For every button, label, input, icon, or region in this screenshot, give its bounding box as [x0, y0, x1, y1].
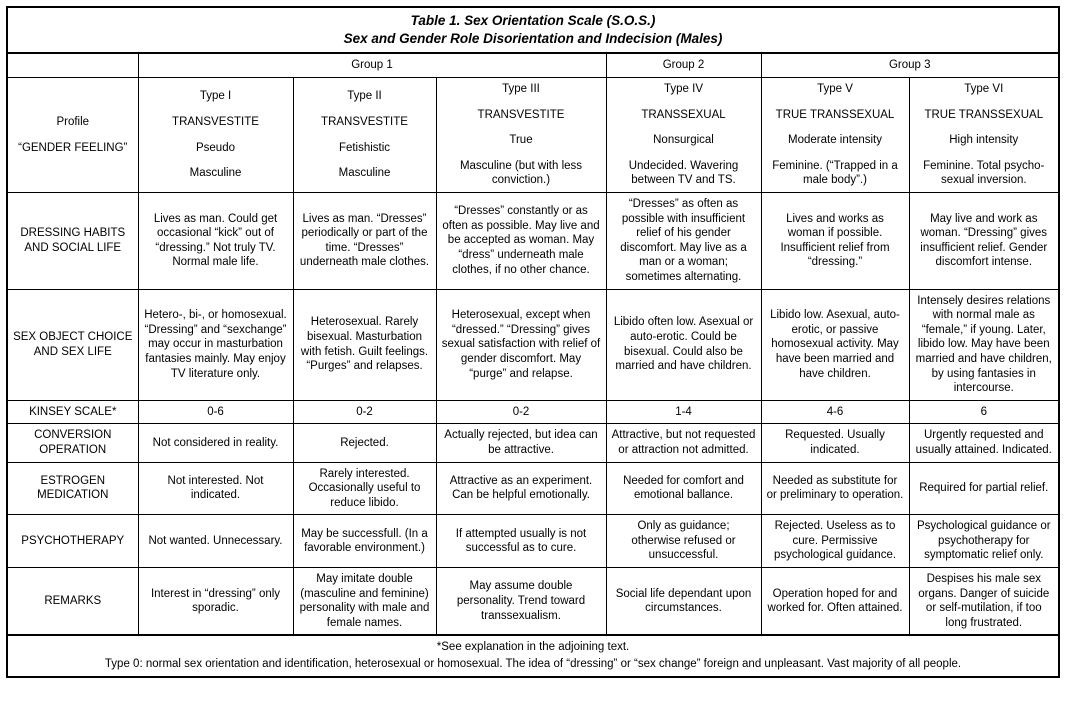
type-column-5	[761, 78, 909, 193]
table-title	[7, 7, 1059, 53]
row-cell: If attempted usually is not successful as to cure.	[436, 515, 606, 568]
type-gender-feeling: Feminine. Total psycho-sexual inversion.	[923, 159, 1045, 187]
type-name: Type III	[502, 83, 540, 96]
table-row	[7, 462, 1059, 515]
sex-orientation-scale-table	[6, 6, 1060, 678]
row-label: REMARKS	[7, 568, 138, 636]
group-header-spacer	[7, 53, 138, 77]
row-cell: Not considered in reality.	[138, 424, 293, 462]
type-category: TRANSSEXUAL	[641, 108, 726, 121]
type-name: Type V	[817, 83, 853, 96]
row-cell: Operation hoped for and worked for. Often attained.	[761, 568, 909, 636]
type-column-3	[436, 78, 606, 193]
row-cell: Interest in “dressing” only sporadic.	[138, 568, 293, 636]
row-cell: “Dresses” constantly or as often as possible. May live and be accepted as woman. May “dress” underneath male clothes, if no other chance.	[436, 193, 606, 290]
row-cell: Urgently requested and usually attained. Indicated.	[909, 424, 1059, 462]
type-category: TRUE TRANSSEXUAL	[924, 108, 1044, 121]
row-cell: Requested. Usually indicated.	[761, 424, 909, 462]
table-row	[7, 568, 1059, 636]
profile-row-label	[7, 78, 138, 193]
table-title-line-1: Table 1. Sex Orientation Scale (S.O.S.)	[410, 13, 656, 28]
row-cell: Needed for comfort and emotional ballance.	[606, 462, 761, 515]
profile-row	[7, 78, 1059, 193]
row-cell: Needed as substitute for or preliminary to operation.	[761, 462, 909, 515]
row-cell: 0-2	[293, 400, 436, 424]
row-cell: Lives and works as woman if possible. Insufficient relief from “dressing.”	[761, 193, 909, 290]
table-row	[7, 400, 1059, 424]
type-qualifier: Fetishistic	[338, 141, 391, 154]
table-title-row	[7, 7, 1059, 53]
row-cell: Rarely interested. Occasionally useful to reduce libido.	[293, 462, 436, 515]
profile-label-line-1: Profile	[56, 115, 90, 128]
row-cell: Rejected. Useless as to cure. Permissive psychological guidance.	[761, 515, 909, 568]
row-cell: Libido often low. Asexual or auto-erotic. Could be bisexual. Could also be married and have children.	[606, 289, 761, 400]
type-column-2	[293, 78, 436, 193]
row-cell: 1-4	[606, 400, 761, 424]
row-cell: Heterosexual, except when “dressed.” “Dressing” gives sexual satisfaction with relief of gender discomfort. May “purge” and relapse.	[436, 289, 606, 400]
row-label: ESTROGEN MEDICATION	[7, 462, 138, 515]
row-label: PSYCHOTHERAPY	[7, 515, 138, 568]
type-column-6	[909, 78, 1059, 193]
table-row	[7, 289, 1059, 400]
row-cell: Not interested. Not indicated.	[138, 462, 293, 515]
footnote-line-1: *See explanation in the adjoining text.	[436, 641, 630, 654]
type-name: Type II	[347, 90, 382, 103]
type-category: TRANSVESTITE	[477, 108, 565, 121]
row-cell: May assume double personality. Trend toward transsexualism.	[436, 568, 606, 636]
group-header-3: Group 3	[761, 53, 1059, 77]
type-category: TRANSVESTITE	[172, 115, 259, 128]
table-row	[7, 515, 1059, 568]
footnote-line-2: Type 0: normal sex orientation and identification, heterosexual or homosexual. The idea of “dressing” or “sex change” foreign and unpleasant. Vast majority of all people.	[104, 658, 962, 671]
type-category: TRUE TRANSSEXUAL	[775, 108, 895, 121]
row-cell: 0-2	[436, 400, 606, 424]
row-cell: Not wanted. Unnecessary.	[138, 515, 293, 568]
type-gender-feeling: Feminine. (“Trapped in a male body”.)	[772, 159, 898, 187]
type-name: Type I	[199, 90, 232, 103]
row-cell: Despises his male sex organs. Danger of suicide or self-mutilation, if too long frustrated.	[909, 568, 1059, 636]
row-label: CONVERSION OPERATION	[7, 424, 138, 462]
table-row	[7, 424, 1059, 462]
type-gender-feeling: Masculine (but with less conviction.)	[459, 159, 583, 187]
row-cell: May be successfull. (In a favorable environment.)	[293, 515, 436, 568]
group-header-row	[7, 53, 1059, 77]
row-cell: Attractive as an experiment. Can be helpful emotionally.	[436, 462, 606, 515]
row-cell: Only as guidance; otherwise refused or unsuccessful.	[606, 515, 761, 568]
type-column-1	[138, 78, 293, 193]
row-cell: May live and work as woman. “Dressing” gives insufficient relief. Gender discomfort intense.	[909, 193, 1059, 290]
row-cell: Hetero-, bi-, or homosexual. “Dressing” and “sexchange” may occur in masturbation fantasies mainly. May enjoy TV literature only.	[138, 289, 293, 400]
profile-label-line-2: “GENDER FEELING”	[18, 141, 128, 154]
row-cell: Libido low. Asexual, auto-erotic, or passive homosexual activity. May have been married and have children.	[761, 289, 909, 400]
type-qualifier: Moderate intensity	[788, 134, 882, 147]
type-qualifier: True	[509, 134, 533, 147]
type-qualifier: High intensity	[949, 134, 1019, 147]
type-name: Type IV	[664, 83, 703, 96]
type-qualifier: Pseudo	[195, 141, 235, 154]
row-cell: Rejected.	[293, 424, 436, 462]
type-name: Type VI	[964, 83, 1004, 96]
type-category: TRANSVESTITE	[321, 115, 408, 128]
table-title-line-2: Sex and Gender Role Disorientation and Indecision (Males)	[343, 31, 723, 47]
row-label: KINSEY SCALE*	[7, 400, 138, 424]
row-cell: Actually rejected, but idea can be attractive.	[436, 424, 606, 462]
row-cell: “Dresses” as often as possible with insufficient relief of his gender discomfort. May live as a man or a woman; sometimes alternating.	[606, 193, 761, 290]
row-cell: 6	[909, 400, 1059, 424]
row-label: DRESSING HABITS AND SOCIAL LIFE	[7, 193, 138, 290]
type-gender-feeling: Masculine	[189, 167, 242, 180]
row-cell: Required for partial relief.	[909, 462, 1059, 515]
row-cell: Lives as man. “Dresses” periodically or part of the time. “Dresses” underneath male clothes.	[293, 193, 436, 290]
row-cell: Heterosexual. Rarely bisexual. Masturbation with fetish. Guilt feelings. “Purges” and relapses.	[293, 289, 436, 400]
group-header-1: Group 1	[138, 53, 606, 77]
type-column-4	[606, 78, 761, 193]
row-cell: May imitate double (masculine and feminine) personality with male and female names.	[293, 568, 436, 636]
row-cell: Attractive, but not requested or attraction not admitted.	[606, 424, 761, 462]
table-row	[7, 193, 1059, 290]
row-cell: Intensely desires relations with normal male as “female,” if young. Later, libido low. May have been married and have children, by using fantasies in intercourse.	[909, 289, 1059, 400]
row-cell: Psychological guidance or psychotherapy for symptomatic relief only.	[909, 515, 1059, 568]
row-cell: Social life dependant upon circumstances.	[606, 568, 761, 636]
row-label: SEX OBJECT CHOICE AND SEX LIFE	[7, 289, 138, 400]
type-gender-feeling: Undecided. Wavering between TV and TS.	[628, 159, 739, 187]
row-cell: 4-6	[761, 400, 909, 424]
row-cell: Lives as man. Could get occasional “kick” out of “dressing.” Not truly TV. Normal male life.	[138, 193, 293, 290]
type-qualifier: Nonsurgical	[653, 134, 714, 147]
type-gender-feeling: Masculine	[338, 167, 391, 180]
group-header-2: Group 2	[606, 53, 761, 77]
row-cell: 0-6	[138, 400, 293, 424]
footnotes	[7, 635, 1059, 676]
footnote-row	[7, 635, 1059, 676]
